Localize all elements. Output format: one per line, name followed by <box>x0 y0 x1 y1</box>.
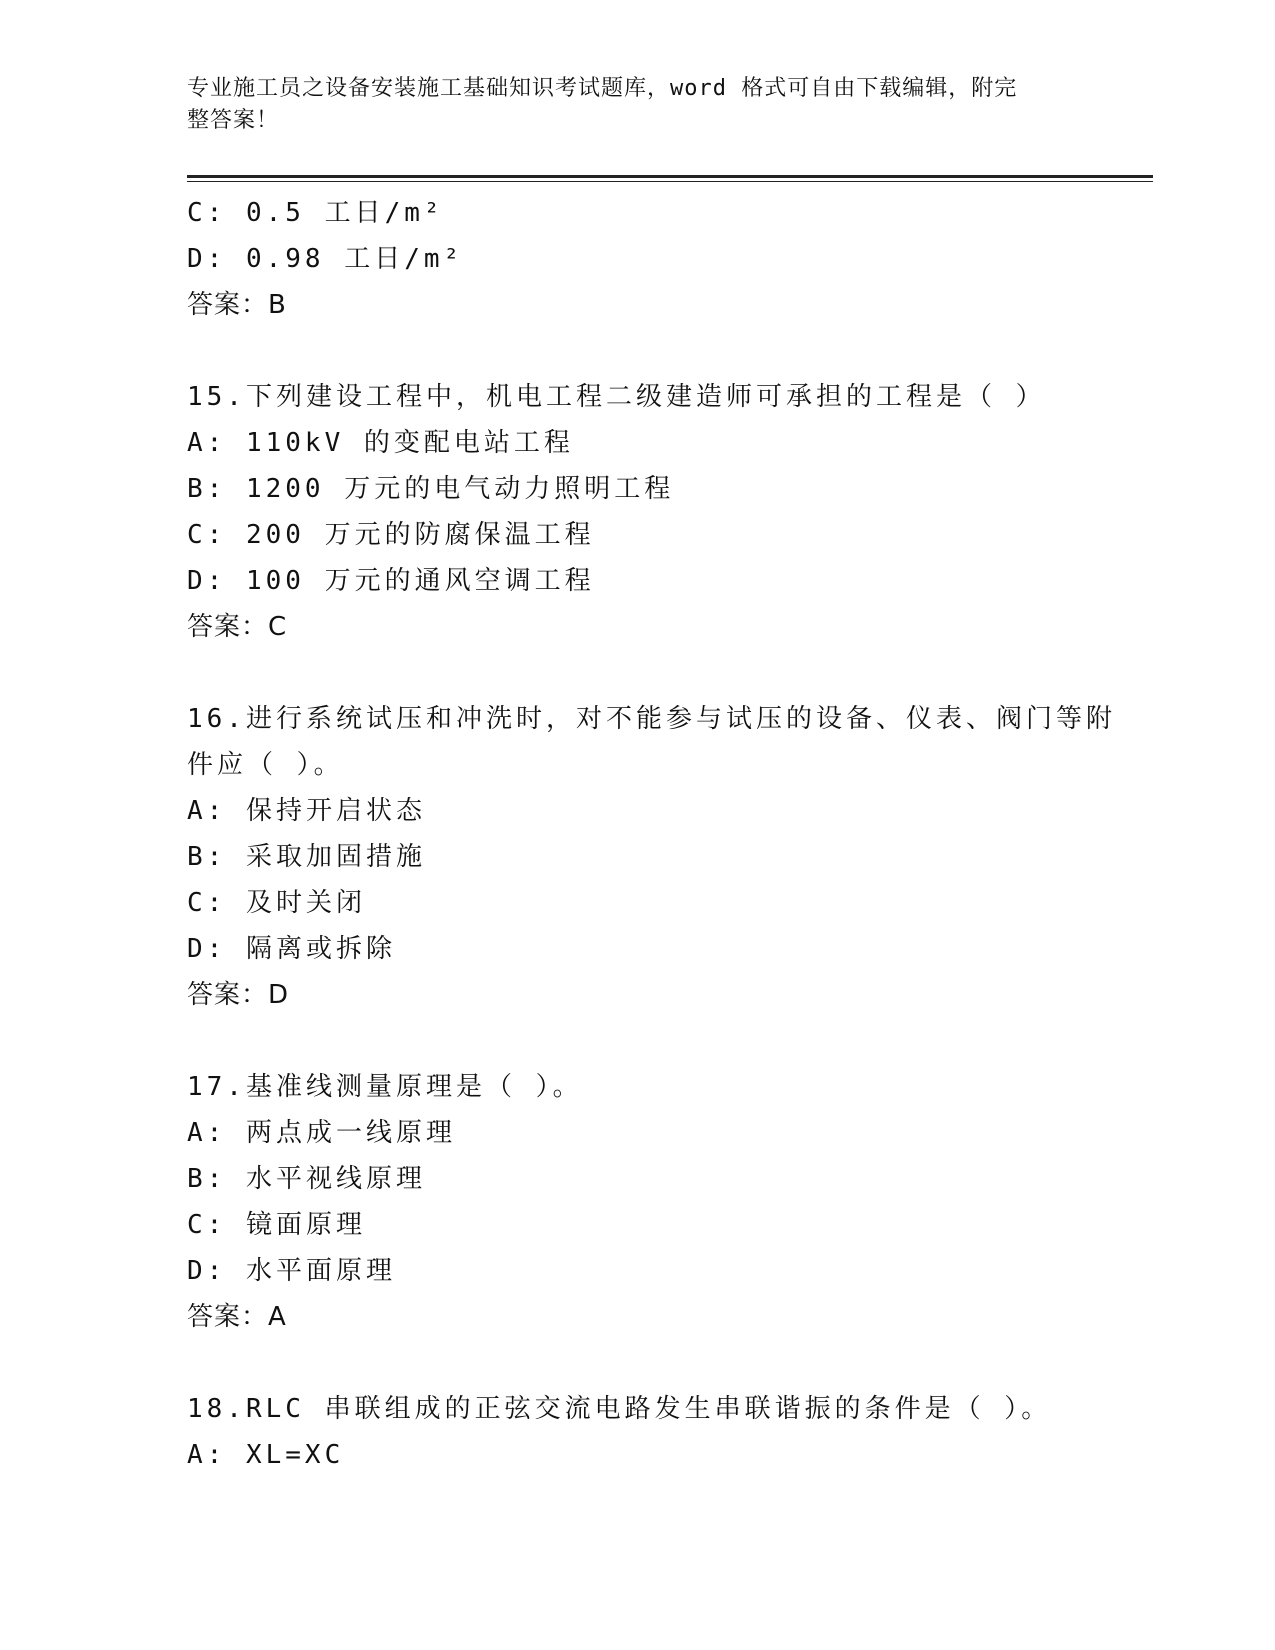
option-a: A: 110kV 的变配电站工程 <box>187 428 574 458</box>
option-c: C: 镜面原理 <box>187 1210 366 1240</box>
spacer <box>187 650 1153 696</box>
spacer <box>187 1340 1153 1386</box>
question-16 <box>187 696 1153 1018</box>
question-18 <box>187 1386 1153 1478</box>
answer-line: 答案：A <box>187 1302 287 1332</box>
document-header <box>187 73 1077 137</box>
option-c: C: 及时关闭 <box>187 888 366 918</box>
option-b: B: 采取加固措施 <box>187 842 426 872</box>
spacer <box>187 1018 1153 1064</box>
question-15 <box>187 374 1153 650</box>
option-a: A: 两点成一线原理 <box>187 1118 456 1148</box>
answer-line: 答案：D <box>187 980 290 1010</box>
answer-line: 答案：B <box>187 290 287 320</box>
question-17 <box>187 1064 1153 1340</box>
header-rule-thick <box>187 175 1153 178</box>
spacer <box>187 328 1153 374</box>
option-d: D: 隔离或拆除 <box>187 934 396 964</box>
answer-line: 答案：C <box>187 612 288 642</box>
question-stem: 17.基准线测量原理是（ ）。 <box>187 1072 583 1102</box>
question-list <box>187 190 1153 1478</box>
header-rule-thin <box>187 181 1153 182</box>
option-c: C: 200 万元的防腐保温工程 <box>187 520 595 550</box>
carryover-block <box>187 190 1153 328</box>
question-stem-line-2: 件应（ ）。 <box>187 750 344 780</box>
option-a: A: 保持开启状态 <box>187 796 426 826</box>
option-d: D: 100 万元的通风空调工程 <box>187 566 595 596</box>
question-stem: 18.RLC 串联组成的正弦交流电路发生串联谐振的条件是（ ）。 <box>187 1394 1052 1424</box>
option-a: A: XL=XC <box>187 1440 345 1470</box>
option-d: D: 水平面原理 <box>187 1256 396 1286</box>
option-b: B: 水平视线原理 <box>187 1164 426 1194</box>
header-line-2: 整答案！ <box>187 108 280 133</box>
header-line-1: 专业施工员之设备安装施工基础知识考试题库，word 格式可自由下载编辑，附完 <box>187 76 1018 101</box>
option-b: B: 1200 万元的电气动力照明工程 <box>187 474 675 504</box>
question-stem-line-1: 16.进行系统试压和冲洗时，对不能参与试压的设备、仪表、阀门等附 <box>187 704 1116 734</box>
question-stem: 15.下列建设工程中，机电工程二级建造师可承担的工程是（ ） <box>187 382 1046 412</box>
option-d: D: 0.98 工日/m² <box>187 244 464 274</box>
option-c: C: 0.5 工日/m² <box>187 198 444 228</box>
